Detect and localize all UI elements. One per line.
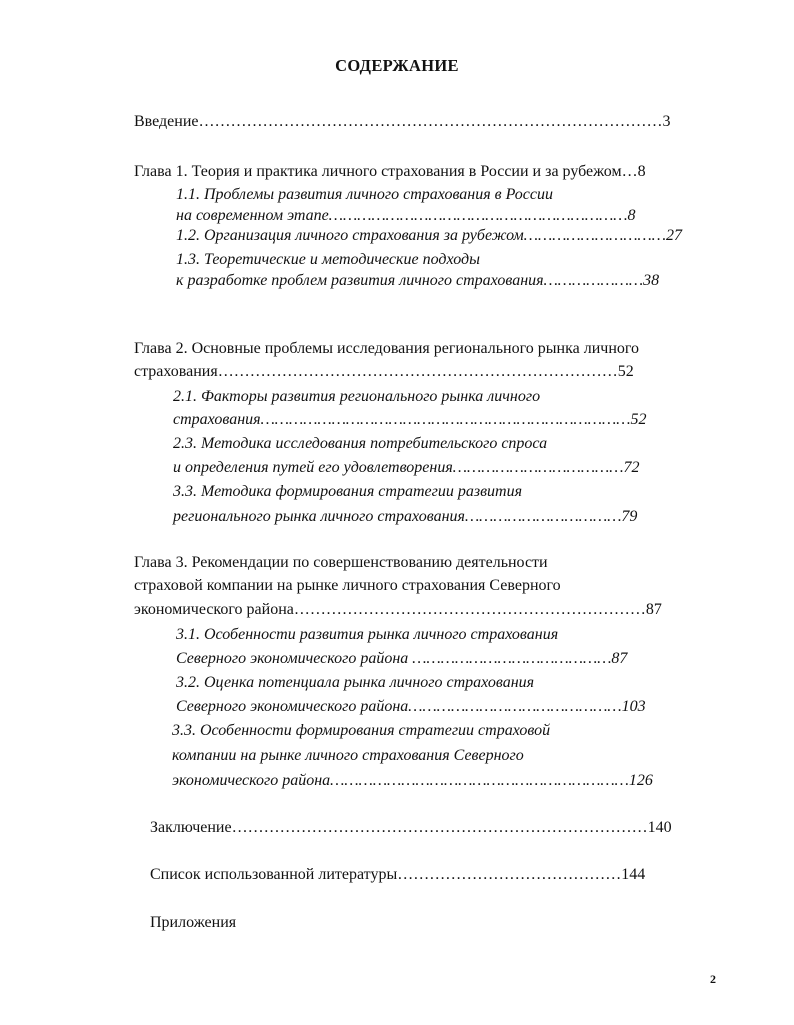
toc-bibliography: Список использованной литературы……………………………………144: [150, 866, 646, 883]
toc-section-2-2-line2: и определения путей его удовлетворения………………………………72: [173, 459, 640, 476]
toc-section-1-3-line1: 1.3. Теоретические и методические подходы: [176, 251, 480, 268]
toc-appendices: Приложения: [150, 914, 237, 931]
toc-section-1-1-line2: на современном этапе………………………………………………………8: [176, 207, 636, 224]
toc-section-3-3-line3: экономического района………………………………………………………126: [172, 772, 653, 789]
toc-section-2-2-line1: 2.3. Методика исследования потребительского спроса: [173, 435, 548, 452]
toc-section-3-2-line1: 3.2. Оценка потенциала рынка личного страхования: [176, 674, 535, 691]
page-title: СОДЕРЖАНИЕ: [335, 56, 459, 75]
toc-section-3-3-line2: компании на рынке личного страхования Северного: [172, 747, 524, 764]
toc-section-2-3-line1: 3.3. Методика формирования стратегии развития: [173, 483, 523, 500]
toc-section-3-1-line1: 3.1. Особенности развития рынка личного страхования: [176, 626, 559, 643]
toc-section-3-1-line2: Северного экономического района ……………………………………87: [176, 650, 628, 667]
toc-chapter-2-line1: Глава 2. Основные проблемы исследования регионального рынка личного: [134, 340, 640, 357]
toc-introduction: Введение……………………………………………………………………………3: [134, 113, 671, 130]
toc-chapter-3-line3: экономического района…………………………………………………………87: [134, 601, 662, 618]
toc-conclusion: Заключение……………………………………………………………………140: [150, 819, 672, 836]
toc-chapter-1: Глава 1. Теория и практика личного страхования в России и за рубежом…8: [134, 163, 646, 180]
toc-section-1-1-line1: 1.1. Проблемы развития личного страхования в России: [176, 186, 553, 203]
toc-section-1-3-line2: к разработке проблем развития личного страхования…………………38: [176, 272, 660, 289]
toc-chapter-2-line2: страхования…………………………………………………………………52: [134, 363, 634, 380]
toc-section-2-1-line1: 2.1. Факторы развития регионального рынка личного: [173, 388, 541, 405]
toc-section-3-2-line2: Северного экономического района………………………………………103: [176, 698, 646, 715]
toc-section-2-3-line2: регионального рынка личного страхования……………………………79: [173, 508, 638, 525]
toc-section-2-1-line2: страхования……………………………………………………………………52: [173, 411, 647, 428]
page-number: 2: [710, 972, 716, 986]
toc-chapter-3-line2: страховой компании на рынке личного страхования Северного: [134, 577, 561, 594]
toc-section-3-3-line1: 3.3. Особенности формирования стратегии страховой: [172, 722, 551, 739]
toc-chapter-3-line1: Глава 3. Рекомендации по совершенствованию деятельности: [134, 554, 548, 571]
toc-section-1-2: 1.2. Организация личного страхования за рубежом…………………………27: [176, 227, 683, 244]
